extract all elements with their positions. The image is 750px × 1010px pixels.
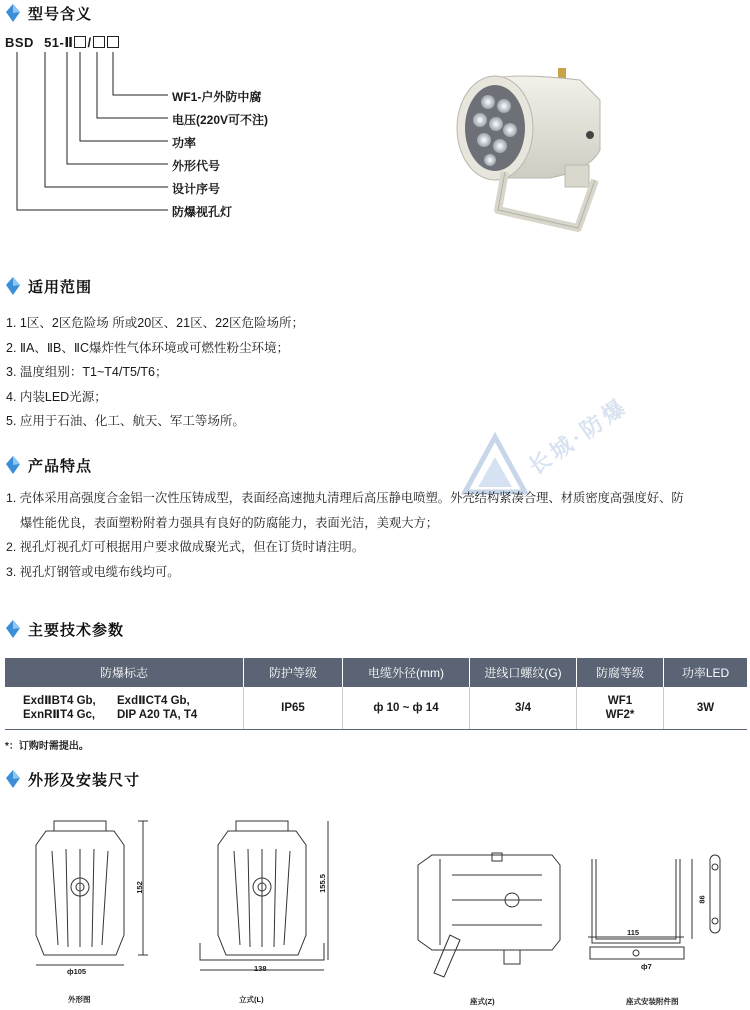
marking-text: ExdⅡCT4 Gb, — [117, 695, 190, 707]
legend-item: 功率 — [172, 136, 197, 150]
list-item: 3. 视孔灯钢管或电缆布线均可。 — [6, 564, 180, 579]
model-legend-lines — [0, 0, 180, 220]
drawing-seat — [412, 845, 572, 985]
model-slash: / — [87, 35, 92, 50]
list-item: 1. 1区、2区危险场 所或20区、21区、22区危险场所； — [6, 316, 304, 330]
dim-label: 152 — [134, 881, 144, 894]
model-prefix: BSD — [5, 35, 34, 50]
dim-label: 138 — [254, 964, 267, 973]
drawing-outline — [28, 815, 158, 985]
diamond-icon — [6, 277, 20, 295]
cell-protection: IP65 — [244, 687, 343, 730]
dim-label: 115 — [627, 928, 640, 937]
list-item: 5. 应用于石油、化工、航天、军工等场所。 — [6, 414, 245, 428]
table-header: 功率LED — [664, 658, 748, 687]
diamond-icon — [6, 620, 20, 638]
cell-power: 3W — [664, 687, 748, 730]
dim-label: ф105 — [67, 967, 87, 976]
dim-label: 155.5 — [317, 874, 327, 893]
section-header-scope — [6, 275, 92, 297]
table-header: 防爆标志 — [5, 658, 244, 687]
section-header-features — [6, 454, 92, 476]
section-title: 外形及安装尺寸 — [28, 771, 141, 789]
drawing-caption: 立式(L) — [239, 995, 264, 1004]
section-header-dimensions — [6, 768, 140, 790]
legend-item: 设计序号 — [172, 182, 221, 196]
list-item: 1. 壳体采用高强度合金铝一次性压铸成型，表面经高速抛丸清理后高压静电喷塑。外壳结构紧凑合理、材质密度高强度好、防 — [6, 491, 684, 505]
legend-item: 防爆视孔灯 — [172, 205, 233, 219]
cell-cable: ф 10 ~ ф 14 — [343, 687, 470, 730]
list-item: 爆性能优良，表面塑粉附着力强具有良好的防腐能力，表面光洁，美观大方； — [20, 515, 439, 530]
section-title: 适用范围 — [28, 278, 93, 296]
drawing-caption: 座式(Z) — [470, 997, 495, 1006]
list-item: 3. 温度组别：T1~T4/T5/T6； — [6, 365, 168, 379]
order-note: *：订购时需提出。 — [5, 741, 89, 752]
drawing-caption: 座式安装附件图 — [626, 997, 679, 1006]
diamond-icon — [6, 456, 20, 474]
cell-thread: 3/4 — [470, 687, 577, 730]
product-photo — [450, 60, 630, 250]
legend-item: WF1-户外防中腐 — [172, 90, 262, 104]
legend-item: 外形代号 — [172, 159, 221, 173]
table-header-row — [5, 658, 747, 687]
marking-text: ExnRⅡT4 Gc, — [23, 709, 96, 721]
cell-marking — [5, 687, 244, 730]
drawing-vertical — [180, 815, 340, 985]
section-title: 型号含义 — [28, 5, 93, 23]
table-header: 进线口螺纹(G) — [470, 658, 577, 687]
list-item: 2. 视孔灯视孔灯可根据用户要求做成聚光式，但在订货时请注明。 — [6, 540, 364, 554]
marking-text: ExdⅡBT4 Gb, — [23, 695, 96, 707]
list-item: 4. 内装LED光源； — [6, 389, 107, 404]
anticorr-text: WF1 — [607, 695, 633, 707]
table-row — [5, 687, 747, 730]
legend-item: 电压(220V可不注) — [172, 113, 269, 127]
dim-label: ф7 — [641, 962, 652, 971]
diamond-icon — [6, 770, 20, 788]
scope-list — [6, 311, 304, 434]
table-header: 电缆外径(mm) — [343, 658, 470, 687]
table-header: 防腐等级 — [577, 658, 664, 687]
model-series: 51-Ⅱ — [44, 35, 74, 50]
feature-list — [6, 486, 684, 584]
section-title: 主要技术参数 — [28, 621, 125, 639]
anticorr-text: WF2* — [605, 709, 635, 721]
section-title: 产品特点 — [28, 457, 93, 475]
cell-anticorrosion — [577, 687, 664, 730]
drawing-bracket — [580, 845, 745, 985]
list-item: 2. ⅡA、ⅡB、ⅡC爆炸性气体环境或可燃性粉尘环境； — [6, 340, 290, 355]
drawing-caption: 外形图 — [68, 995, 91, 1004]
dim-label: 86 — [697, 895, 707, 904]
table-header: 防护等级 — [244, 658, 343, 687]
marking-text: DIP A20 TA, T4 — [117, 709, 198, 721]
params-table — [5, 658, 747, 730]
watermark: 长城·防爆 — [523, 393, 633, 480]
section-header-params — [6, 618, 124, 640]
